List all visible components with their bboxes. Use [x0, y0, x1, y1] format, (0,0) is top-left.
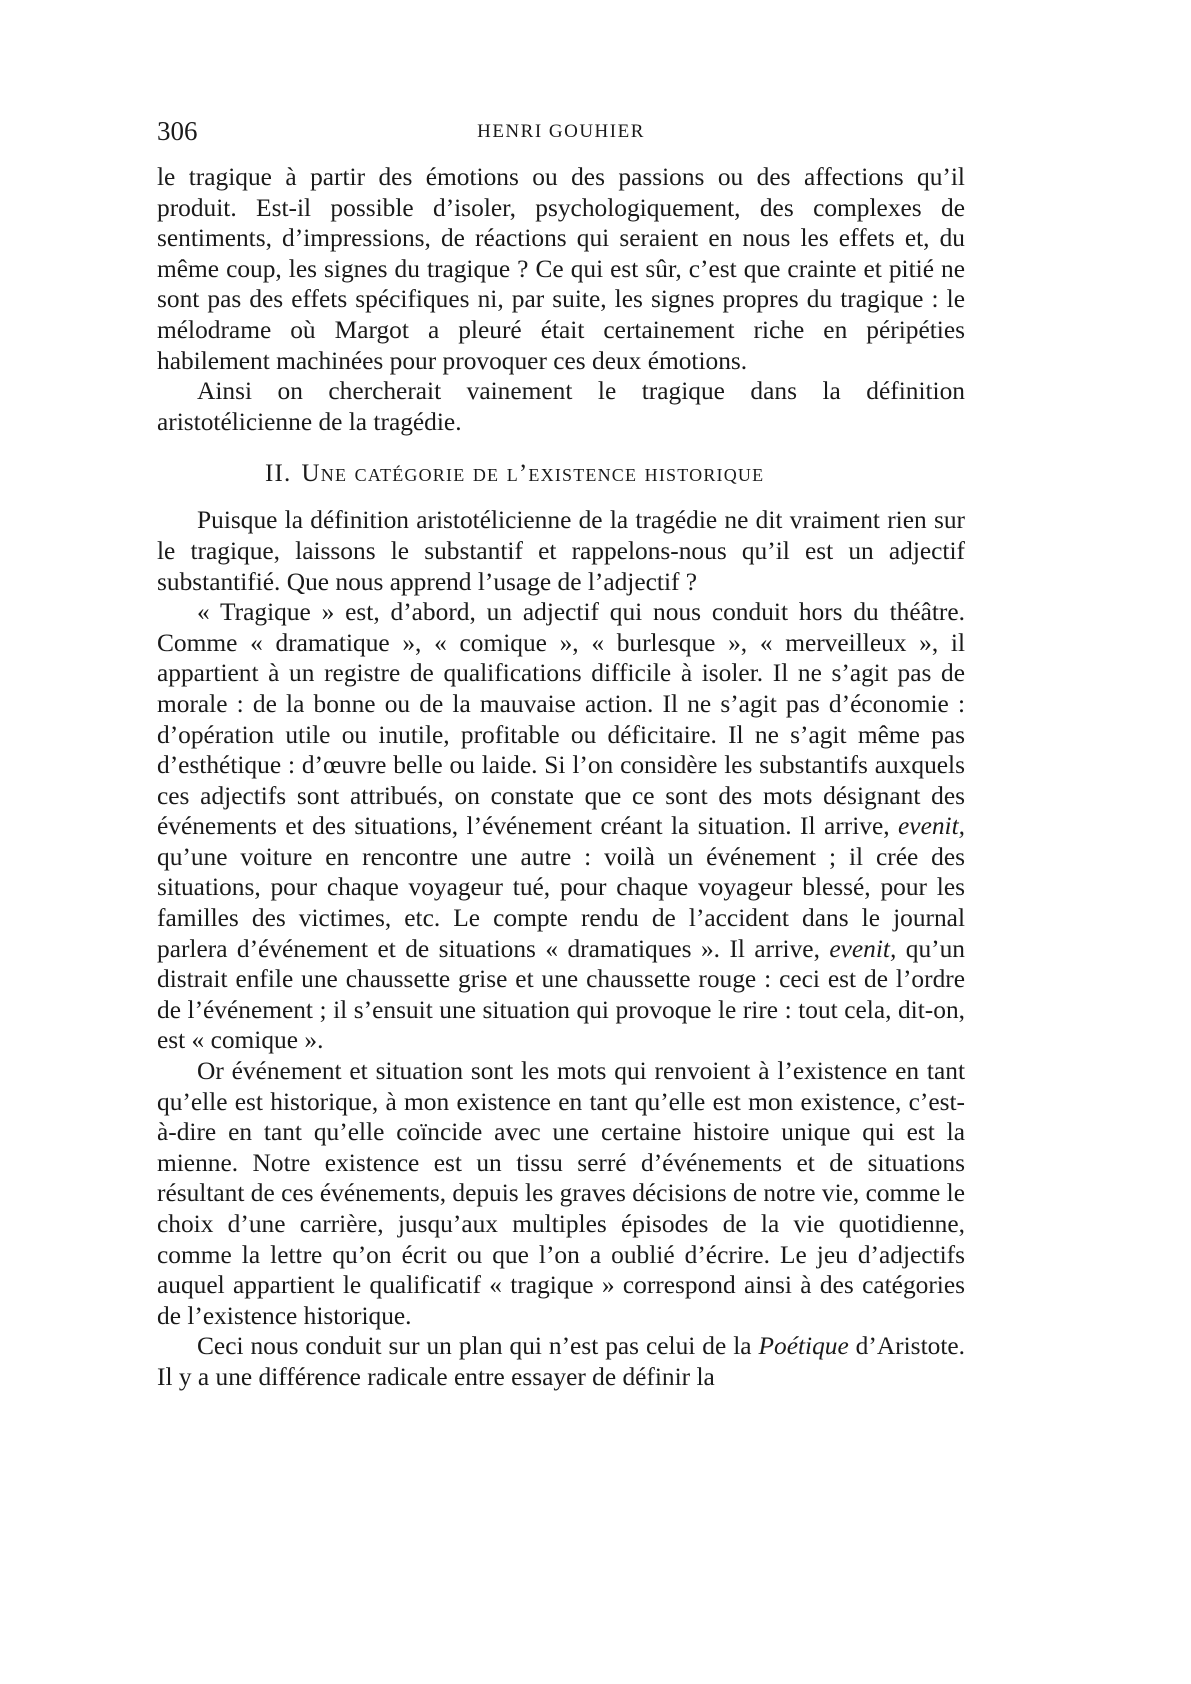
body-text	[157, 162, 965, 1393]
page	[157, 108, 965, 1393]
paragraph-4	[157, 1331, 965, 1392]
paragraph-3: Or événement et situation sont les mots qui renvoient à l’existence en tant qu’elle est historique, à mon existence en tant qu’elle est mon existence, c’est-à-dire en tant qu’elle coïncide avec une certaine histoire unique qui est la mienne. Notre existence est un tissu serré d’événements et de situations résultant de ces événements, depuis les graves décisions de notre vie, comme le choix d’une carrière, jusqu’aux multiples épisodes de la vie quotidienne, comme la lettre qu’on écrit ou que l’on a oublié d’écrire. Le jeu d’adjectifs auquel appartient le qualificatif « tragique » correspond ainsi à des catégories de l’existence historique.	[157, 1057, 965, 1330]
section-heading	[157, 459, 965, 489]
paragraph-conclusion: Ainsi on chercherait vainement le tragique dans la définition aristotélicienne de la tragédie.	[157, 377, 965, 436]
work-title: Poétique	[758, 1332, 849, 1361]
section-number: II.	[265, 460, 292, 488]
paragraph-4-part-b: d’Aristote. Il y a une différence radicale entre essayer de définir la	[157, 1332, 965, 1391]
latin-term: evenit,	[829, 934, 897, 963]
paragraph-2-part-c: qu’un distrait enfile une chaussette grise et une chaussette rouge : ceci est de l’ordre de l’événement ; il s’ensuit une situation qui provoque le rire : tout cela, dit-on, est « comique ».	[157, 934, 965, 1055]
running-head: HENRI GOUHIER	[477, 121, 645, 142]
page-number: 306	[157, 116, 198, 146]
paragraph-1: Puisque la définition aristotélicienne de la tragédie ne dit vraiment rien sur le tragique, laissons le substantif et rappelons-nous qu’il est un adjectif substantifié. Que nous apprend l’usage de l’adjectif ?	[157, 506, 965, 596]
paragraph-2-part-a: « Tragique » est, d’abord, un adjectif qui nous conduit hors du théâtre. Comme « dramatique », « comique », « burlesque », « merveilleux », il appartient à un registre de qualifications difficile à isoler. Il ne s’agit pas de morale : de la bonne ou de la mauvaise action. Il ne s’agit pas d’économie : d’opération utile ou inutile, profitable ou déficitaire. Il ne s’agit même pas d’esthétique : d’œuvre belle ou laide. Si l’on considère les substantifs auxquels ces adjectifs sont attribués, on constate que ce sont des mots désignant des événements et des situations, l’événement créant la situation. Il arrive,	[157, 598, 965, 841]
page-header	[157, 108, 965, 148]
paragraph-2-part-b: qu’une voiture en rencontre une autre : voilà un événement ; il crée des situations, pour chaque voyageur tué, pour chaque voyageur blessé, pour les familles des victimes, etc. Le compte rendu de l’accident dans le journal parlera d’événement et de situations « dramatiques ». Il arrive,	[157, 842, 965, 963]
paragraph-2	[157, 597, 965, 1056]
paragraph-4-part-a: Ceci nous conduit sur un plan qui n’est pas celui de la	[197, 1332, 759, 1361]
paragraph-continuation: le tragique à partir des émotions ou des passions ou des affections qu’il produit. Est-il possible d’isoler, psychologiquement, des complexes de sentiments, d’impressions, de réactions qui seraient en nous les effets et, du même coup, les signes du tragique ? Ce qui est sûr, c’est que crainte et pitié ne sont pas des effets spécifiques ni, par suite, les signes propres du tragique : le mélodrame où Margot a pleuré était certainement riche en péripéties habilement machinées pour provoquer ces deux émotions.	[157, 163, 965, 375]
latin-term: evenit,	[898, 812, 965, 841]
section-title: Une catégorie de l’existence historique	[301, 460, 765, 488]
